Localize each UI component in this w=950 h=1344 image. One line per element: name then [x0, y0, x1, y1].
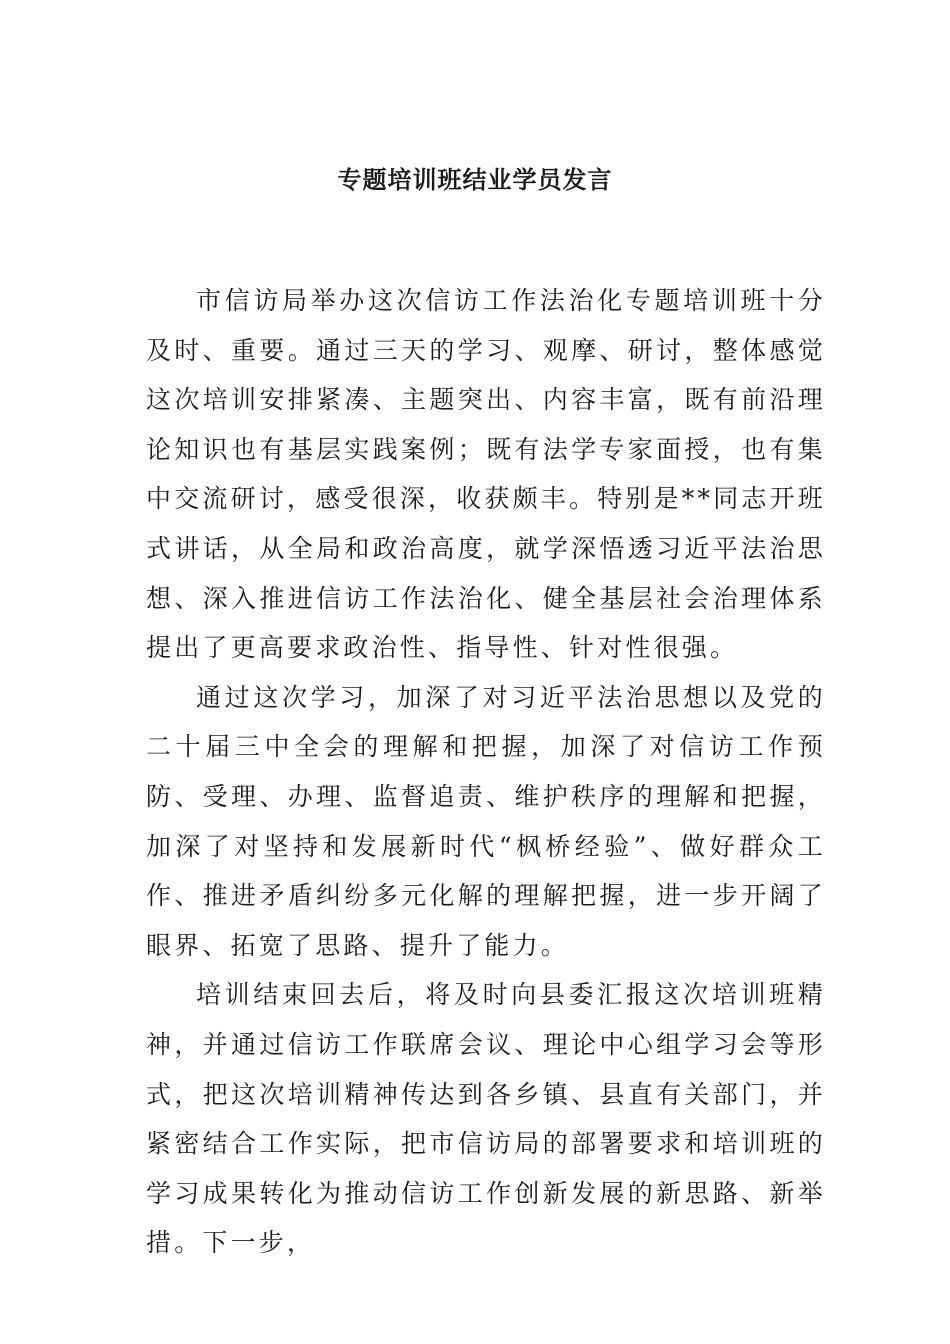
document-title: 专题培训班结业学员发言 [337, 165, 613, 194]
paragraph-3: 培训结束回去后，将及时向县委汇报这次培训班精神，并通过信访工作联席会议、理论中心组学习会等形式，把这次培训精神传达到各乡镇、县直有关部门，并紧密结合工作实际，把市信访局的部署要求和培训班的学习成果转化为推动信访工作创新发展的新思路、新举措。下一步， [146, 980, 826, 1258]
document-body [146, 276, 826, 1268]
paragraph-2: 通过这次学习，加深了对习近平法治思想以及党的二十届三中全会的理解和把握，加深了对信访工作预防、受理、办理、监督追责、维护秩序的理解和把握，加深了对坚持和发展新时代“枫桥经验”、做好群众工作、推进矛盾纠纷多元化解的理解把握，进一步开阔了眼界、拓宽了思路、提升了能力。 [146, 682, 826, 960]
paragraph-1: 市信访局举办这次信访工作法治化专题培训班十分及时、重要。通过三天的学习、观摩、研讨，整体感觉这次培训安排紧凑、主题突出、内容丰富，既有前沿理论知识也有基层实践案例；既有法学专家面授，也有集中交流研讨，感受很深，收获颇丰。特别是**同志开班式讲话，从全局和政治高度，就学深悟透习近平法治思想、深入推进信访工作法治化、健全基层社会治理体系提出了更高要求政治性、指导性、针对性很强。 [146, 286, 827, 663]
